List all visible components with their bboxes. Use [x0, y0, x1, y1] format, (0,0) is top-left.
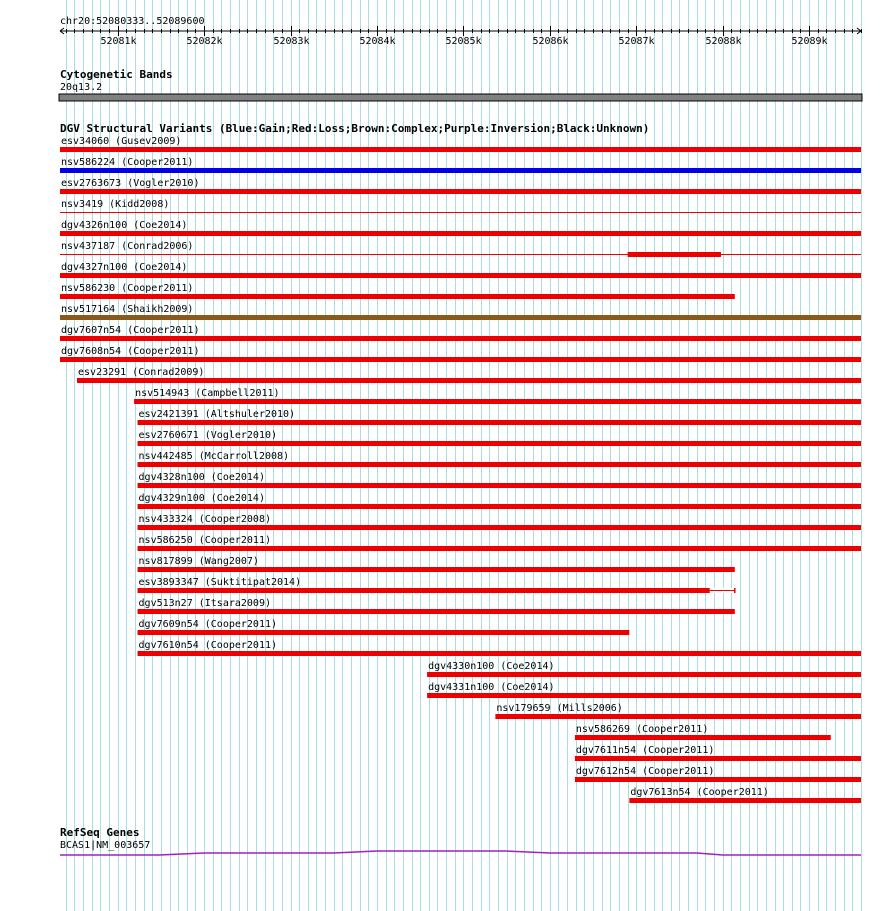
dgv-variant-bar — [60, 315, 861, 320]
dgv-variant-bar — [138, 588, 735, 593]
dgv-variant-bar — [138, 567, 735, 572]
dgv-variant-label: esv23291 (Conrad2009) — [78, 367, 205, 378]
dgv-variant-bar — [138, 609, 735, 614]
dgv-variant-row[interactable] — [77, 367, 861, 383]
dgv-variant-label: nsv586269 (Cooper2011) — [575, 724, 709, 735]
dgv-variant-row[interactable] — [138, 619, 630, 635]
ruler-tick-label: 52084k — [359, 36, 396, 47]
ruler-tick-label: 52085k — [445, 36, 482, 47]
dgv-variant-bar — [134, 399, 861, 404]
dgv-track-title: DGV Structural Variants (Blue:Gain;Red:Loss;Brown:Complex;Purple:Inversion;Black:Unknown) — [60, 122, 650, 135]
dgv-variant-bar — [60, 231, 861, 236]
dgv-variant-bar — [138, 546, 861, 551]
dgv-variant-label: nsv517164 (Shaikh2009) — [61, 304, 194, 315]
dgv-variant-label: nsv437187 (Conrad2006) — [61, 241, 194, 252]
dgv-variant-block — [628, 252, 721, 257]
dgv-variant-label: dgv7611n54 (Cooper2011) — [575, 745, 715, 756]
dgv-variant-label: dgv4330n100 (Coe2014) — [428, 661, 555, 672]
dgv-variant-bar — [60, 168, 861, 173]
dgv-variant-label: nsv586250 (Cooper2011) — [138, 535, 271, 546]
dgv-variant-bar — [77, 378, 861, 383]
dgv-variant-bar — [629, 798, 861, 803]
dgv-variant-bar — [138, 630, 630, 635]
dgv-variant-row[interactable] — [60, 283, 735, 299]
ruler-tick-label: 52081k — [100, 36, 137, 47]
dgv-variant-label: dgv4327n100 (Coe2014) — [61, 262, 188, 273]
dgv-variant-bar — [575, 735, 831, 740]
cytoband-track-title: Cytogenetic Bands — [60, 68, 173, 81]
dgv-variant-row[interactable] — [495, 703, 861, 719]
dgv-variant-bar — [138, 441, 861, 446]
dgv-variant-label: dgv7608n54 (Cooper2011) — [61, 346, 200, 357]
dgv-variant-label: nsv3419 (Kidd2008) — [61, 199, 170, 210]
ruler-tick-label: 52088k — [705, 36, 742, 47]
ruler-tick-label: 52082k — [186, 36, 223, 47]
region-label: chr20:52080333..52089600 — [60, 16, 205, 27]
dgv-variant-bar — [427, 672, 861, 677]
dgv-variant-bar — [138, 525, 861, 530]
dgv-variant-row[interactable] — [427, 682, 861, 698]
dgv-variant-label: esv34060 (Gusev2009) — [61, 136, 182, 147]
dgv-variant-bar — [427, 693, 861, 698]
dgv-variant-label: dgv4329n100 (Coe2014) — [138, 493, 265, 504]
refseq-gene-label: BCAS1|NM_003657 — [60, 840, 151, 851]
dgv-variant-bar — [138, 420, 861, 425]
dgv-variant-row[interactable] — [138, 535, 861, 551]
dgv-variant-label: nsv586224 (Cooper2011) — [61, 157, 194, 168]
dgv-variant-label: nsv442485 (McCarroll2008) — [138, 451, 290, 462]
dgv-variant-row[interactable] — [138, 451, 861, 467]
dgv-variant-bar — [138, 651, 861, 656]
dgv-variant-bar — [575, 756, 861, 761]
dgv-variant-bar — [138, 483, 861, 488]
dgv-variant-row[interactable] — [138, 409, 861, 425]
ruler-tick-label: 52087k — [618, 36, 655, 47]
dgv-variant-bar — [575, 777, 861, 782]
dgv-variant-label: dgv4328n100 (Coe2014) — [138, 472, 265, 483]
dgv-variant-row[interactable] — [138, 472, 861, 488]
dgv-variant-label: esv2421391 (Altshuler2010) — [138, 409, 296, 420]
dgv-variant-label: dgv7610n54 (Cooper2011) — [138, 640, 278, 651]
dgv-variant-label: nsv817899 (Wang2007) — [138, 556, 259, 567]
dgv-variant-row[interactable] — [138, 640, 861, 656]
dgv-variant-label: nsv433324 (Cooper2008) — [138, 514, 271, 525]
dgv-variant-label: esv2760671 (Vogler2010) — [138, 430, 278, 441]
refseq-track-title: RefSeq Genes — [60, 826, 140, 839]
dgv-variant-row[interactable] — [138, 493, 861, 509]
dgv-variant-bar — [60, 294, 735, 299]
dgv-variant-bar — [495, 714, 861, 719]
ruler-tick-label: 52089k — [791, 36, 828, 47]
ruler — [60, 26, 862, 47]
dgv-variant-bar — [138, 462, 861, 467]
ruler-tick-label: 52086k — [532, 36, 569, 47]
dgv-variant-bar — [138, 504, 861, 509]
dgv-variant-label: dgv7607n54 (Cooper2011) — [61, 325, 200, 336]
dgv-variant-bar — [60, 357, 861, 362]
dgv-variant-label: dgv513n27 (Itsara2009) — [138, 598, 271, 609]
dgv-variant-label: dgv7612n54 (Cooper2011) — [575, 766, 715, 777]
dgv-variant-label: dgv7613n54 (Cooper2011) — [630, 787, 769, 798]
dgv-variant-bar — [60, 273, 861, 278]
dgv-variant-row[interactable] — [134, 388, 861, 404]
cytoband-label: 20q13.2 — [60, 82, 103, 93]
dgv-variant-label: dgv4331n100 (Coe2014) — [428, 682, 555, 693]
dgv-variant-label: nsv586230 (Cooper2011) — [61, 283, 194, 294]
dgv-variant-label: dgv4326n100 (Coe2014) — [61, 220, 188, 231]
dgv-variant-row[interactable] — [138, 577, 736, 593]
dgv-variant-bar — [60, 336, 861, 341]
dgv-variant-label: nsv179659 (Mills2006) — [496, 703, 623, 714]
dgv-variant-bar — [60, 147, 861, 152]
dgv-variant-label: esv3893347 (Suktitipat2014) — [138, 577, 302, 588]
dgv-variant-label: esv2763673 (Vogler2010) — [61, 178, 200, 189]
ruler-tick-label: 52083k — [273, 36, 310, 47]
dgv-variant-label: dgv7609n54 (Cooper2011) — [138, 619, 278, 630]
dgv-variant-label: nsv514943 (Campbell2011) — [135, 388, 280, 399]
dgv-variant-row[interactable] — [138, 514, 861, 530]
cytoband-bar[interactable] — [59, 94, 862, 101]
dgv-variant-row[interactable] — [138, 430, 861, 446]
dgv-variant-bar — [60, 189, 861, 194]
dgv-variant-row[interactable] — [427, 661, 861, 677]
